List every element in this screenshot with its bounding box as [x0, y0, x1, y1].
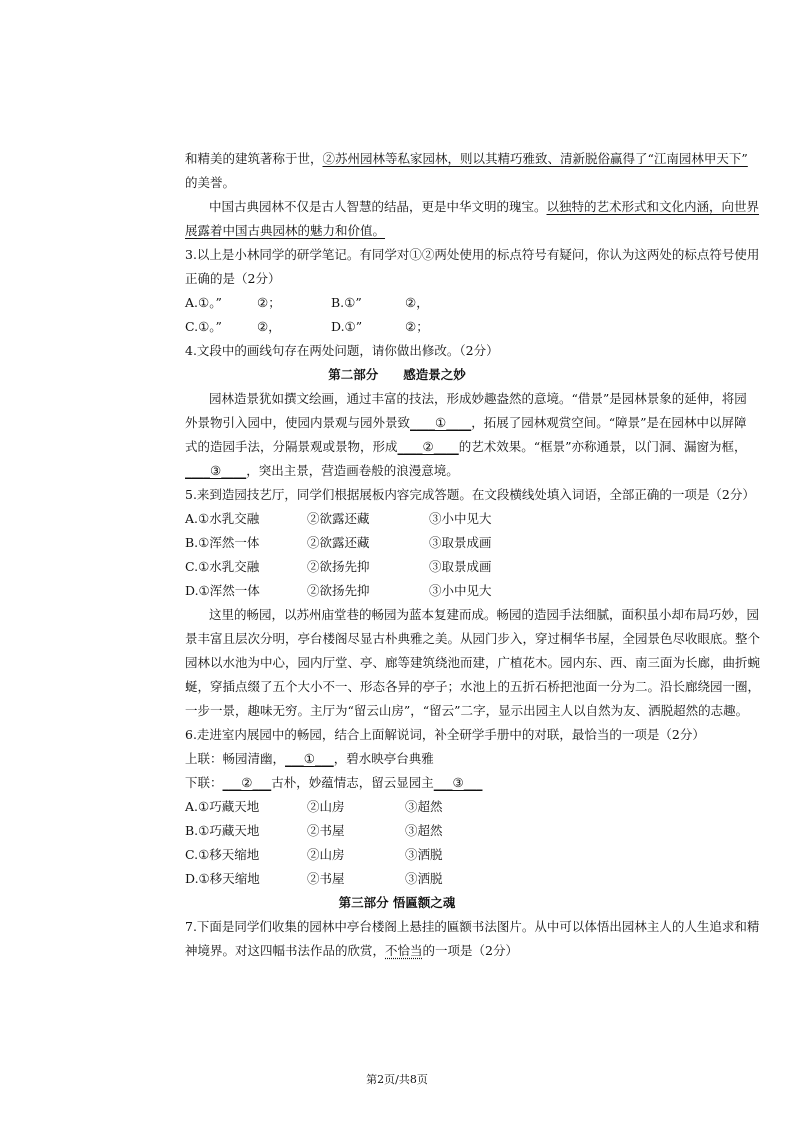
option-part: ②欲露还藏: [307, 511, 370, 526]
q5-stem: 5.来到造园技艺厅，同学们根据展板内容完成答题。在文段横线处填入词语，全部正确的一项是（2分）: [185, 487, 755, 502]
option-part: ③超然: [405, 823, 443, 838]
fill-blank-3[interactable]: ____③____: [185, 463, 247, 478]
option-part: B.①巧藏天地: [185, 823, 260, 838]
fill-blank-1[interactable]: ____①____: [410, 415, 472, 430]
couplet-upper: [185, 750, 434, 768]
part3-title: 第三部分 悟匾额之魂: [338, 895, 456, 910]
option-part: ②欲露还藏: [307, 535, 370, 550]
intro-text: 的美誉。: [185, 175, 236, 190]
option-part: ③洒脱: [405, 871, 443, 886]
changyuan-passage-line-1: 这里的畅园，以苏州庙堂巷的畅园为蓝本复建而成。畅园的造园手法细腻，面积虽小却布局巧妙，园: [209, 607, 760, 622]
q3-option-b[interactable]: B.①”: [331, 295, 362, 310]
q3-option-c[interactable]: C.①。”: [185, 319, 222, 334]
passage-text: ，突出主景，营造画卷般的浪漫意境。: [246, 463, 459, 478]
q3-option-a-second: ②；: [257, 295, 281, 310]
page-number: 第2页/共8页: [366, 1073, 428, 1086]
option-part: ③取景成画: [429, 535, 492, 550]
intro-underlined-text: ②苏州园林等私家园林，则以其精巧雅致、清新脱俗赢得了“江南园林甲天下”: [322, 151, 748, 166]
q3-option-b-second: ②，: [405, 295, 429, 310]
part2-passage-line-2: [185, 414, 747, 432]
changyuan-passage-line-3: 园林以水池为中心，园内厅堂、亭、廊等建筑绕池而建，广植花木。园内东、西、南三面为长廊，曲折蜿: [185, 655, 761, 670]
intro-line-1: [185, 150, 748, 168]
intro-text: 中国古典园林不仅是古人智慧的结晶，更是中华文明的瑰宝。: [209, 199, 547, 214]
q7-emphasis: 不恰当: [385, 943, 423, 958]
intro-line-4: [185, 222, 385, 240]
q3-option-c-second: ②，: [257, 319, 281, 334]
q7-stem-line-2: [185, 942, 518, 960]
couplet-blank-1[interactable]: ___①___: [285, 751, 334, 766]
fill-blank-2[interactable]: ____②____: [397, 439, 459, 454]
option-part: B.①浑然一体: [185, 535, 260, 550]
option-part: D.①浑然一体: [185, 583, 260, 598]
intro-line-2: [185, 174, 235, 192]
option-part: ②书屋: [307, 823, 345, 838]
couplet-text: 古朴，妙蕴情志，留云显园主: [271, 775, 434, 790]
couplet-text: 上联：畅园清幽，: [185, 751, 286, 766]
couplet-lower: [185, 774, 482, 792]
q7-text: 的一项是（2分）: [422, 943, 518, 958]
option-part: C.①水乳交融: [185, 559, 260, 574]
q3-option-d-second: ②；: [405, 319, 429, 334]
option-part: A.①水乳交融: [185, 511, 260, 526]
option-part: ③洒脱: [405, 847, 443, 862]
changyuan-passage-line-4: 蜒，穿插点缀了五个大小不一、形态各异的亭子；水池上的五折石桥把池面一分为二。沿长廊绕园一圈，: [185, 679, 761, 694]
option-part: A.①巧藏天地: [185, 799, 260, 814]
option-part: ②山房: [307, 799, 345, 814]
part2-passage-line-1: 园林造景犹如撰文绘画，通过丰富的技法，形成妙趣盎然的意境。“借景”是园林景象的延伸，将园: [209, 391, 747, 406]
passage-text: ，拓展了园林观赏空间。“障景”是在园林中以屏障: [471, 415, 747, 430]
option-part: ③小中见大: [429, 511, 492, 526]
underlined-sentence: 展露着中国古典园林的魅力和价值。: [185, 223, 386, 238]
couplet-blank-2[interactable]: ___②___: [222, 775, 272, 790]
underlined-sentence: 以独特的艺术形式和文化内涵，向世界: [546, 199, 760, 214]
q3-stem-line-2: 正确的是（2分）: [185, 271, 281, 286]
changyuan-passage-line-2: 景丰富且层次分明，亭台楼阁尽显古朴典雅之美。从园门步入，穿过桐华书屋，全园景色尽收眼底。整个: [185, 631, 761, 646]
option-part: ③超然: [405, 799, 443, 814]
couplet-text: 下联：: [185, 775, 223, 790]
option-part: ②山房: [307, 847, 345, 862]
q7-text: 神境界。对这四幅书法作品的欣赏，: [185, 943, 386, 958]
intro-text: 和精美的建筑著称于世，: [185, 151, 323, 166]
option-part: C.①移天缩地: [185, 847, 260, 862]
changyuan-passage-line-5: 一步一景，趣味无穷。主厅为“留云山房”，“留云”二字，显示出园主人以自然为友、洒脱超然的志趣。: [185, 703, 749, 718]
option-part: D.①移天缩地: [185, 871, 260, 886]
couplet-blank-3[interactable]: ___③___: [433, 775, 483, 790]
q4-stem: 4.文段中的画线句存在两处问题，请你做出修改。（2分）: [185, 343, 499, 358]
part2-passage-line-3: [185, 438, 747, 456]
passage-text: 的艺术效果。“框景”亦称通景，以门洞、漏窗为框，: [458, 439, 747, 454]
part2-passage-line-4: [185, 462, 459, 480]
q7-stem-line-1: 7.下面是同学们收集的园林中亭台楼阁上悬挂的匾额书法图片。从中可以体悟出园林主人的人生追求和精: [185, 919, 760, 934]
option-part: ②欲扬先抑: [307, 583, 370, 598]
option-part: ③小中见大: [429, 583, 492, 598]
q3-option-d[interactable]: D.①”: [331, 319, 363, 334]
option-part: ③取景成画: [429, 559, 492, 574]
option-part: ②欲扬先抑: [307, 559, 370, 574]
couplet-text: ，碧水映亭台典雅: [333, 751, 434, 766]
option-part: ②书屋: [307, 871, 345, 886]
q3-stem-line-1: 3.以上是小林同学的研学笔记。有同学对①②两处使用的标点符号有疑问，你认为这两处的标点符号使用: [185, 247, 760, 262]
passage-text: 式的造园手法，分隔景观或景物，形成: [185, 439, 398, 454]
q3-option-a[interactable]: A.①。”: [185, 295, 222, 310]
passage-text: 外景物引入园中，使园内景观与园外景致: [185, 415, 411, 430]
q6-stem: 6.走进室内展园中的畅园，结合上面解说词，补全研学手册中的对联，最恰当的一项是（2分）: [185, 727, 705, 742]
part2-title: 第二部分 感造景之妙: [328, 367, 466, 382]
intro-line-3: [209, 198, 759, 216]
